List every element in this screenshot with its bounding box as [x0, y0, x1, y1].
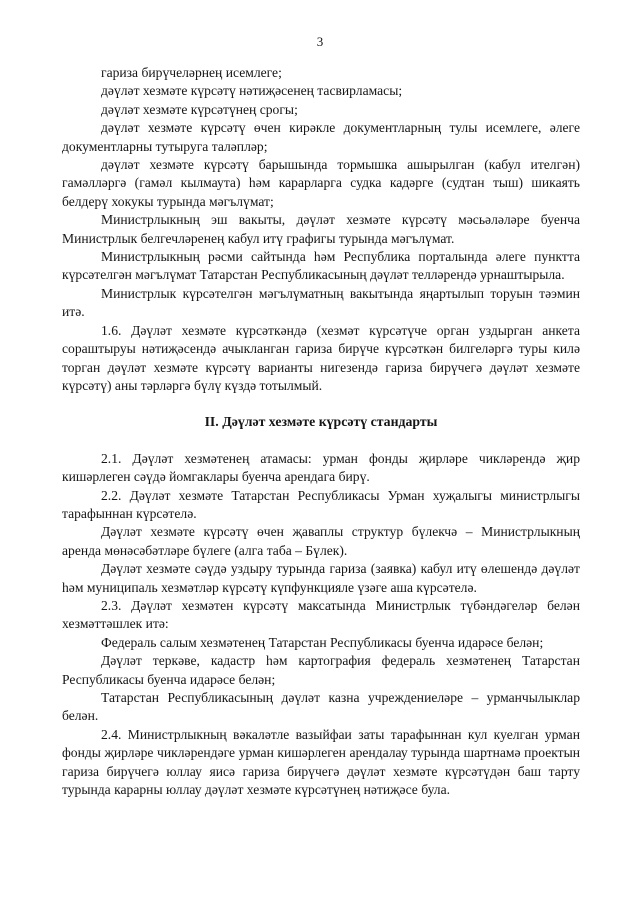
paragraph: Дәүләт хезмәте сәүдә уздыру турында гариза (заявка) кабул итү өлешендә дәүләт һәм муниципаль хезмәтләр күрсәтү күпфункцияле үзәге аша күрсәтелә. [62, 561, 580, 595]
page-number: 3 [316, 34, 324, 49]
paragraph: Татарстан Республикасының дәүләт казна учреждениеләре – урманчылыклар белән. [62, 690, 580, 724]
paragraph: дәүләт хезмәте күрсәтүнең срогы; [101, 101, 298, 117]
paragraph: Министрлык күрсәтелгән мәгълүматның вакытында яңартылып торуын тәэмин итә. [62, 285, 580, 320]
paragraph: Министрлыкның рәсми сайтында һәм Республика порталында әлеге пунктта күрсәтелгән мәгълүмат Татарстан Республикасының дәүләт телләрендә урнаштырыла. [62, 249, 580, 283]
paragraph: 2.2. Дәүләт хезмәте Татарстан Республикасы Урман хуҗалыгы министрлыгы тарафыннан күрсәтелә. [62, 487, 580, 521]
paragraph: дәүләт хезмәте күрсәтү нәтиҗәсенең тасвирламасы; [101, 83, 403, 99]
paragraph: 2.4. Министрлыкның вәкаләтле вазыйфаи заты тарафыннан кул куелган урман фонды җирләре чикләрендәге урман кишәрлеген арендалау турында шартнамә проектын гариза бирүчегә юллау яисә гариза бирүчегә дәүләт хезмәте күрсәтүдән баш тарту турында карарны юллау дәүләт хезмәте күрсәтүнең нәтиҗәсе була. [62, 726, 580, 798]
paragraph: 2.1. Дәүләт хезмәтенең атамасы: урман фонды җирләре чикләрендә җир кишәрлеген сәүдә йомгаклары буенча арендага бирү. [62, 450, 580, 485]
paragraph: гариза бирүчеләрнең исемлеге; [101, 65, 282, 80]
paragraph: 1.6. Дәүләт хезмәте күрсәткәндә (хезмәт күрсәтүче орган уздырган анкета сораштыруы нәтиҗәсендә ачыкланган гариза бирүче күрсәткән билгеләргә туры килә торган дәүләт хезмәте күрсәтү варианты нигезендә гариза бирүчегә дәүләт хезмәте күрсәтү) аны тәрләргә бүлү күздә тотылмый. [62, 322, 580, 393]
paragraph: дәүләт хезмәте күрсәтү өчен кирәкле документларның тулы исемлеге, әлеге документларны тутыруга таләпләр; [62, 120, 580, 154]
paragraph: Дәүләт хезмәте күрсәтү өчен җаваплы структур бүлекчә – Министрлыкның аренда мөнәсәбәтләре бүлеге (алга таба – Бүлек). [62, 524, 580, 558]
document-body [62, 64, 580, 799]
paragraph: дәүләт хезмәте күрсәтү барышында тормышка ашырылган (кабул ителгән) гамәлләргә (гамәл кылмаута) һәм карарларга судка кадәрге (судтан тыш) шикаять белдерү хокукы турында мәгълүмат; [62, 157, 580, 209]
section-heading: II. Дәүләт хезмәте күрсәтү стандарты [204, 414, 438, 430]
paragraph: Министрлыкның эш вакыты, дәүләт хезмәте күрсәтү мәсьәләләре буенча Министрлык белгечләренең кабул итү графигы турында мәгълүмат. [62, 212, 580, 246]
paragraph: 2.3. Дәүләт хезмәтен күрсәтү максатында Министрлык түбәндәгеләр белән хезмәттәшлек итә: [62, 597, 580, 632]
paragraph: Дәүләт теркәве, кадастр һәм картография федераль хезмәтенең Татарстан Республикасы буенча идарәсе белән; [62, 653, 580, 687]
paragraph: Федераль салым хезмәтенең Татарстан Республикасы буенча идарәсе белән; [101, 634, 544, 650]
